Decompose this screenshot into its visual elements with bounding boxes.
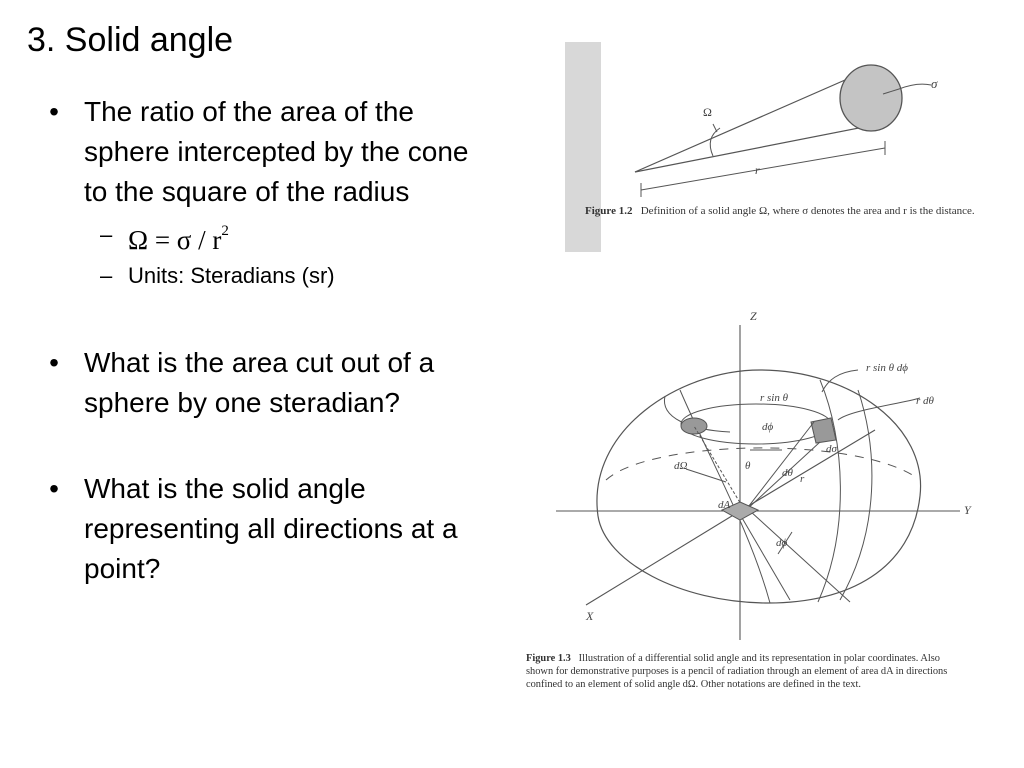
rsin-dphi-label: r sin θ dϕ bbox=[866, 362, 908, 374]
caption-number: Figure 1.2 bbox=[585, 205, 633, 217]
bullet-ratio bbox=[44, 92, 484, 212]
r-label: r bbox=[755, 163, 760, 177]
x-axis-label: X bbox=[586, 609, 594, 623]
units-text: Units: Steradians (sr) bbox=[128, 263, 335, 288]
dsigma-label: dσ bbox=[826, 443, 837, 455]
bullet-dot: • bbox=[49, 473, 59, 504]
omega-label: Ω bbox=[703, 105, 712, 119]
dA-label: dA bbox=[718, 499, 731, 511]
scan-edge bbox=[565, 42, 601, 252]
y-axis-label: Y bbox=[964, 503, 971, 517]
bullet-dot: • bbox=[49, 347, 59, 378]
dphi-top-label: dϕ bbox=[762, 421, 774, 433]
figure-1-3-diagram bbox=[520, 300, 1015, 650]
z-axis-label: Z bbox=[750, 309, 757, 323]
bullet-text-ratio: The ratio of the area of the sphere intercepted by the cone to the square of the radius bbox=[84, 96, 469, 207]
figure-1-2-caption bbox=[585, 205, 975, 217]
formula-exponent: 2 bbox=[221, 223, 229, 239]
bullet-question-all-directions bbox=[44, 469, 484, 589]
sub-dash: – bbox=[100, 222, 113, 247]
sub-bullet-formula bbox=[44, 218, 484, 259]
r-label: r bbox=[800, 473, 805, 485]
sigma-area bbox=[840, 65, 902, 131]
bullet-text-all-directions: What is the solid angle representing all directions at a point? bbox=[84, 473, 458, 584]
rsin-label: r sin θ bbox=[760, 392, 789, 404]
sigma-label: σ bbox=[931, 76, 938, 91]
figure-polar-coordinates bbox=[520, 300, 1015, 700]
dphi-bottom-label: dϕ bbox=[776, 537, 788, 549]
caption-line-1: Illustration of a differential solid angle and its representation in polar coordinates. Also bbox=[578, 653, 941, 664]
caption-line-2: shown for demonstrative purposes is a pencil of radiation through an element of area dA in directions bbox=[526, 666, 948, 677]
figure-solid-angle-definition bbox=[565, 42, 1005, 252]
caption-number: Figure 1.3 bbox=[526, 653, 571, 664]
figure-1-2-diagram bbox=[565, 42, 1005, 252]
theta-label: θ bbox=[745, 460, 751, 472]
bullet-text-area: What is the area cut out of a sphere by one steradian? bbox=[84, 347, 435, 418]
solid-angle-formula bbox=[128, 225, 229, 255]
domega-label: dΩ bbox=[674, 460, 688, 472]
figure-1-3-caption bbox=[526, 652, 1012, 691]
bullet-list bbox=[44, 92, 484, 589]
rdtheta-label: r dθ bbox=[916, 395, 934, 407]
formula-text: Ω = σ / r bbox=[128, 225, 222, 255]
caption-text: Definition of a solid angle Ω, where σ denotes the area and r is the distance. bbox=[640, 205, 975, 217]
bullet-question-area bbox=[44, 343, 484, 423]
sub-dash: – bbox=[100, 263, 113, 288]
caption-line-3: confined to an element of solid angle dΩ. Other notations are defined in the text. bbox=[526, 679, 861, 690]
bullet-dot: • bbox=[49, 96, 59, 127]
slide-title: 3. Solid angle bbox=[27, 21, 234, 59]
dsigma-patch bbox=[811, 418, 836, 443]
sub-bullet-units bbox=[44, 259, 484, 293]
dtheta-label: dθ bbox=[782, 467, 793, 479]
